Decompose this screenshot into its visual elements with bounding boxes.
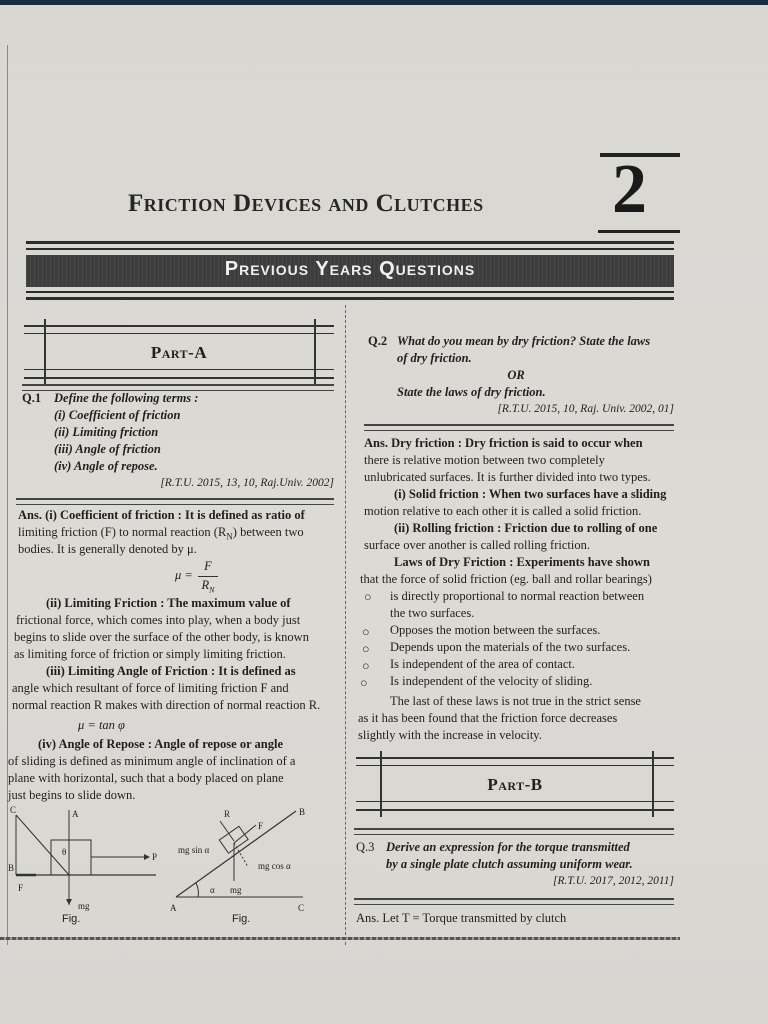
label-p: P bbox=[152, 852, 158, 862]
label-f: F bbox=[258, 821, 264, 831]
a1-line: frictional force, which comes into play, when a body just bbox=[16, 613, 301, 627]
banner-rule bbox=[26, 291, 674, 293]
equation-tan-phi: μ = tan φ bbox=[78, 718, 125, 732]
q1-number: Q.1 bbox=[22, 391, 42, 405]
bullet-icon: ○ bbox=[362, 642, 370, 656]
arrow-head bbox=[144, 854, 150, 860]
box-rule bbox=[356, 765, 674, 766]
a1-line: of sliding is defined as minimum angle of inclination of a bbox=[8, 754, 296, 768]
q1-reference: [R.T.U. 2015, 13, 10, Raj.Univ. 2002] bbox=[160, 477, 334, 489]
part-a-box bbox=[24, 325, 334, 379]
angle-arc bbox=[196, 883, 198, 897]
q3-text: by a single plate clutch assuming uniform wear. bbox=[386, 857, 633, 871]
resultant-line bbox=[16, 815, 69, 875]
a2-line: as it has been found that the friction force decreases bbox=[358, 711, 618, 725]
a1-text: Ans. (i) Coefficient of friction : It is defined as ratio of bbox=[18, 508, 305, 522]
label-c: C bbox=[298, 903, 305, 913]
label-b: B bbox=[299, 807, 306, 817]
q3-number: Q.3 bbox=[356, 840, 375, 854]
label-mg-cos: mg cos α bbox=[258, 861, 291, 871]
a2-line: there is relative motion between two completely bbox=[364, 453, 605, 467]
box-rule bbox=[356, 757, 674, 759]
a1-line: begins to slide over the surface of the other body, is known bbox=[14, 630, 309, 644]
label-mg-sin: mg sin α bbox=[178, 845, 210, 855]
label-f: F bbox=[18, 883, 24, 893]
banner-title: Previous Years Questions bbox=[224, 258, 476, 280]
chapter-number: 2 bbox=[612, 151, 647, 228]
subscript: N bbox=[226, 531, 233, 542]
box-rule bbox=[356, 809, 674, 811]
label-c: C bbox=[10, 805, 17, 815]
label-a: A bbox=[72, 809, 79, 819]
a1-line bbox=[46, 595, 291, 612]
a2-text: (ii) Rolling friction : Friction due to rolling of one bbox=[394, 521, 658, 535]
box-rule bbox=[24, 333, 334, 334]
a1-text: (ii) Limiting Friction : The maximum value of bbox=[46, 596, 291, 610]
bullet-item: is directly proportional to normal reaction between bbox=[390, 589, 645, 603]
bullet-icon: ○ bbox=[360, 676, 368, 690]
q1-item: (i) Coefficient of friction bbox=[54, 408, 181, 422]
a1-line bbox=[38, 736, 283, 753]
a3-line: Ans. Let T = Torque transmitted by clutch bbox=[356, 911, 567, 925]
equation-numerator: F bbox=[204, 559, 212, 573]
figure-caption: Fig. bbox=[62, 913, 81, 925]
a1-line bbox=[46, 663, 296, 680]
label-b: B bbox=[8, 863, 15, 873]
block bbox=[51, 840, 91, 875]
page-bottom-rule bbox=[0, 937, 680, 940]
section-rule bbox=[16, 498, 334, 505]
bullet-item: Depends upon the materials of the two surfaces. bbox=[390, 640, 631, 654]
q1-item: (iii) Angle of friction bbox=[54, 442, 161, 456]
q1-item: (iv) Angle of repose. bbox=[54, 459, 158, 473]
arrow-head bbox=[66, 899, 72, 905]
a1-line: bodies. It is generally denoted by μ. bbox=[18, 542, 197, 556]
q3-text: Derive an expression for the torque transmitted bbox=[386, 840, 630, 854]
book-page bbox=[0, 5, 768, 1024]
section-rule bbox=[354, 828, 674, 835]
a2-line bbox=[394, 554, 650, 571]
bullet-icon: ○ bbox=[362, 659, 370, 673]
a2-line: surface over another is called rolling friction. bbox=[364, 538, 590, 552]
label-theta: θ bbox=[62, 847, 67, 857]
banner-rule bbox=[26, 297, 674, 300]
a2-line bbox=[394, 520, 657, 537]
figure-inclined-plane bbox=[168, 805, 343, 915]
a2-line: The last of these laws is not true in the strict sense bbox=[390, 694, 641, 708]
part-b-box bbox=[356, 757, 674, 811]
section-rule bbox=[354, 898, 674, 905]
denominator-text: R bbox=[201, 578, 210, 592]
part-b-label: Part-B bbox=[487, 775, 543, 794]
a2-text: Laws of Dry Friction : Experiments have shown bbox=[394, 555, 650, 569]
q2-text: of dry friction. bbox=[397, 351, 472, 365]
figure-friction-block bbox=[6, 805, 166, 925]
a2-text: Ans. Dry friction : Dry friction is said to occur when bbox=[364, 436, 643, 450]
bullet-icon: ○ bbox=[362, 625, 370, 639]
label-mg: mg bbox=[230, 885, 242, 895]
a2-line bbox=[364, 435, 643, 452]
box-rule bbox=[24, 377, 334, 379]
box-rule bbox=[356, 801, 674, 802]
a1-line: plane with horizontal, such that a body placed on plane bbox=[8, 771, 284, 785]
a2-line: motion relative to each other it is called a solid friction. bbox=[364, 504, 642, 518]
label-mg: mg bbox=[78, 901, 90, 911]
q2-text: State the laws of dry friction. bbox=[397, 385, 546, 399]
bullet-icon: ○ bbox=[364, 590, 372, 604]
a1-line: normal reaction R makes with direction of normal reaction R. bbox=[12, 698, 321, 712]
a1-text: limiting friction (F) to normal reaction (R bbox=[18, 525, 227, 539]
a2-line: slightly with the increase in velocity. bbox=[358, 728, 542, 742]
box-rule bbox=[24, 325, 334, 327]
figure-caption: Fig. bbox=[232, 913, 251, 925]
a1-line: angle which resultant of force of limiting friction F and bbox=[12, 681, 289, 695]
section-rule bbox=[364, 424, 674, 431]
label-r: R bbox=[224, 809, 231, 819]
chapter-title: Friction Devices and Clutches bbox=[128, 190, 484, 217]
subscript: N bbox=[209, 585, 215, 595]
previous-years-banner bbox=[26, 241, 674, 303]
a1-line bbox=[18, 507, 305, 524]
q1-item: (ii) Limiting friction bbox=[54, 425, 159, 439]
a2-line: that the force of solid friction (eg. ball and rollar bearings) bbox=[360, 572, 652, 586]
a1-line: as limiting force of friction or simply limiting friction. bbox=[14, 647, 286, 661]
banner-rule bbox=[26, 248, 674, 250]
box-rule bbox=[24, 369, 334, 370]
q2-reference: [R.T.U. 2015, 10, Raj. Univ. 2002, 01] bbox=[497, 403, 674, 415]
a1-text: ) between two bbox=[232, 525, 304, 539]
q3-reference: [R.T.U. 2017, 2012, 2011] bbox=[553, 875, 674, 887]
equation-lhs: μ = bbox=[175, 568, 193, 582]
bullet-item: Is independent of the velocity of sliding. bbox=[390, 674, 593, 688]
q2-number: Q.2 bbox=[368, 334, 388, 348]
label-alpha: α bbox=[210, 885, 215, 895]
a1-text: (iv) Angle of Repose : Angle of repose or angle bbox=[38, 737, 284, 751]
a2-line bbox=[394, 486, 666, 503]
q2-text: What do you mean by dry friction? State the laws bbox=[397, 334, 651, 348]
banner-rule bbox=[26, 241, 674, 244]
q1-text: Define the following terms : bbox=[54, 391, 199, 405]
bullet-item: Opposes the motion between the surfaces. bbox=[390, 623, 601, 637]
bullet-item: the two surfaces. bbox=[390, 606, 475, 620]
q2-or: OR bbox=[507, 368, 525, 382]
label-a: A bbox=[170, 903, 177, 913]
a1-line: just begins to slide down. bbox=[8, 788, 136, 802]
column-divider bbox=[345, 305, 346, 945]
a1-text: (iii) Limiting Angle of Friction : It is defined as bbox=[46, 664, 296, 678]
a2-line: unlubricated surfaces. It is further divided into two types. bbox=[364, 470, 651, 484]
chapter-number-rule-bottom bbox=[598, 230, 680, 233]
a2-text: (i) Solid friction : When two surfaces have a sliding bbox=[394, 487, 667, 501]
part-a-label: Part-A bbox=[150, 343, 208, 362]
bullet-item: Is independent of the area of contact. bbox=[390, 657, 575, 671]
